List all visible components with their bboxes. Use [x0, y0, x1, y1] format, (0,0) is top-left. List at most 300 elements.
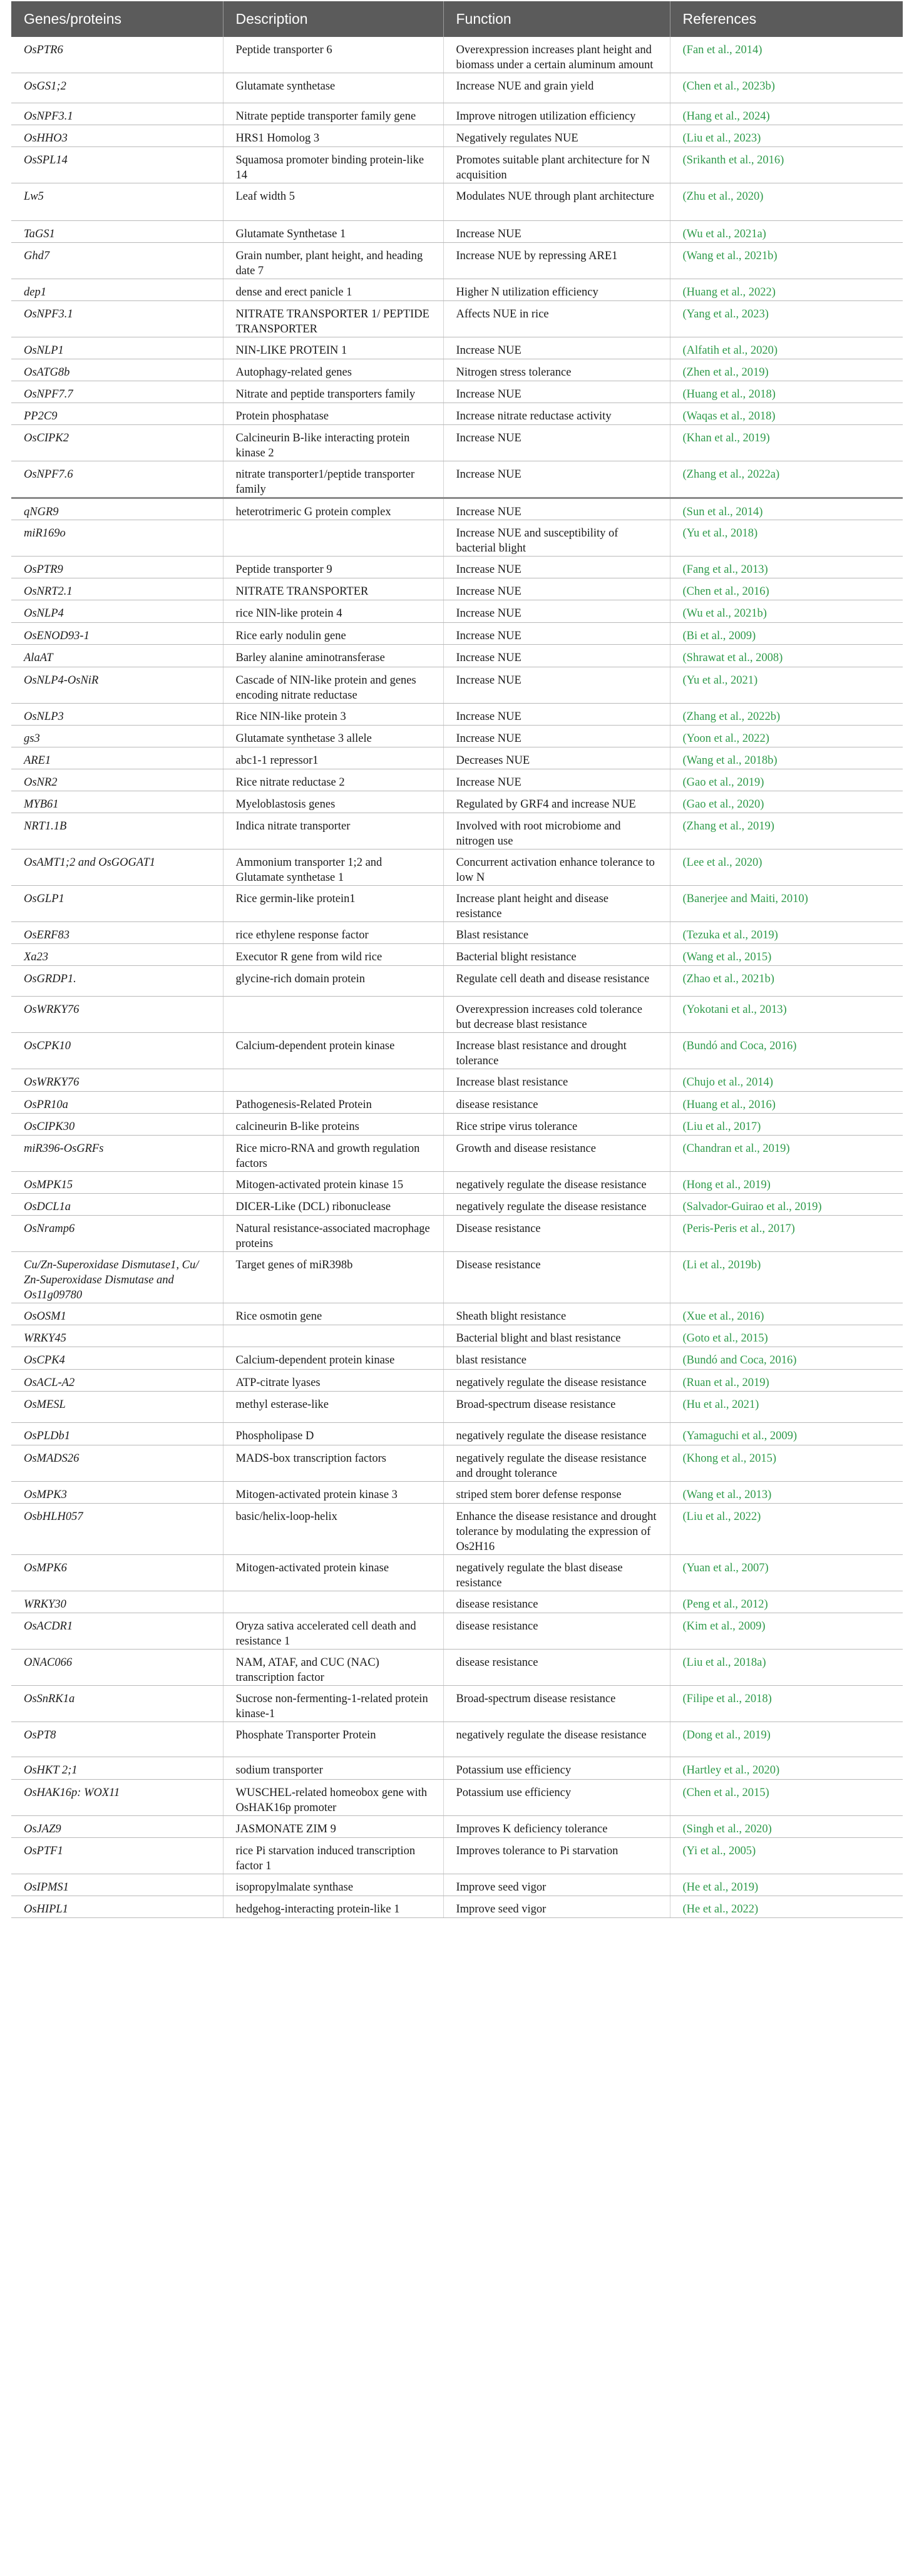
description-cell: dense and erect panicle 1	[223, 279, 443, 301]
function-cell: negatively regulate the blast disease resistance	[443, 1555, 670, 1591]
function-cell: Increase NUE	[443, 498, 670, 520]
gene-cell: qNGR9	[11, 498, 223, 520]
gene-cell: PP2C9	[11, 403, 223, 425]
reference-cell[interactable]: (Liu et al., 2022)	[670, 1504, 903, 1555]
reference-cell[interactable]: (Liu et al., 2018a)	[670, 1650, 903, 1686]
function-cell: Improve nitrogen utilization efficiency	[443, 103, 670, 125]
function-cell: Concurrent activation enhance tolerance to low N	[443, 849, 670, 886]
gene-cell: OsbHLH057	[11, 1504, 223, 1555]
reference-cell[interactable]: (Filipe et al., 2018)	[670, 1686, 903, 1722]
description-cell: Rice osmotin gene	[223, 1303, 443, 1325]
description-cell	[223, 1325, 443, 1347]
function-cell: disease resistance	[443, 1613, 670, 1650]
reference-cell[interactable]: (Hang et al., 2024)	[670, 103, 903, 125]
gene-cell: OsNR2	[11, 769, 223, 791]
function-cell: Increase NUE	[443, 337, 670, 359]
gene-cell: OsWRKY76	[11, 997, 223, 1033]
table-row	[11, 425, 903, 461]
gene-cell: OsPTR9	[11, 557, 223, 578]
table-row	[11, 103, 903, 125]
table-row	[11, 1423, 903, 1445]
reference-cell[interactable]: (Chen et al., 2023b)	[670, 73, 903, 103]
genes-table	[11, 1, 903, 1918]
reference-cell[interactable]: (Hartley et al., 2020)	[670, 1757, 903, 1780]
reference-cell[interactable]: (Liu et al., 2023)	[670, 125, 903, 147]
description-cell: Nitrate and peptide transporters family	[223, 381, 443, 403]
reference-cell[interactable]: (Zhen et al., 2019)	[670, 359, 903, 381]
function-cell: negatively regulate the disease resistance	[443, 1194, 670, 1216]
gene-cell: OsPT8	[11, 1722, 223, 1757]
description-cell: Target genes of miR398b	[223, 1252, 443, 1303]
description-cell: sodium transporter	[223, 1757, 443, 1780]
table-row	[11, 1555, 903, 1591]
table-row	[11, 1482, 903, 1504]
table-row	[11, 1504, 903, 1555]
function-cell: disease resistance	[443, 1092, 670, 1114]
description-cell: HRS1 Homolog 3	[223, 125, 443, 147]
function-cell: Bacterial blight and blast resistance	[443, 1325, 670, 1347]
table-body	[11, 37, 903, 1918]
description-cell: NITRATE TRANSPORTER	[223, 578, 443, 600]
reference-cell[interactable]: (Huang et al., 2016)	[670, 1092, 903, 1114]
table-row	[11, 557, 903, 578]
function-cell: Increase NUE and grain yield	[443, 73, 670, 103]
reference-cell[interactable]: (Huang et al., 2018)	[670, 381, 903, 403]
description-cell: Ammonium transporter 1;2 and Glutamate synthetase 1	[223, 849, 443, 886]
gene-cell: OsMPK6	[11, 1555, 223, 1591]
function-cell: Increase NUE	[443, 425, 670, 461]
description-cell	[223, 1591, 443, 1613]
gene-cell: OsNPF7.6	[11, 461, 223, 498]
table-row	[11, 1816, 903, 1838]
reference-cell[interactable]: (Singh et al., 2020)	[670, 1816, 903, 1838]
function-cell: Promotes suitable plant architecture for N acquisition	[443, 147, 670, 183]
description-cell: isopropylmalate synthase	[223, 1874, 443, 1896]
reference-cell[interactable]: (Banerjee and Maiti, 2010)	[670, 886, 903, 922]
gene-cell: OsNPF3.1	[11, 103, 223, 125]
function-cell: negatively regulate the disease resistance	[443, 1423, 670, 1445]
gene-cell: OsGRDP1.	[11, 966, 223, 997]
gene-cell: OsNLP4-OsNiR	[11, 667, 223, 704]
reference-cell[interactable]: (Peng et al., 2012)	[670, 1591, 903, 1613]
description-cell: Rice nitrate reductase 2	[223, 769, 443, 791]
description-cell: Mitogen-activated protein kinase 3	[223, 1482, 443, 1504]
header-references: References	[670, 1, 903, 37]
reference-cell[interactable]: (Li et al., 2019b)	[670, 1252, 903, 1303]
table-row	[11, 73, 903, 103]
function-cell: Overexpression increases plant height and biomass under a certain aluminum amount	[443, 37, 670, 73]
reference-cell[interactable]: (He et al., 2019)	[670, 1874, 903, 1896]
function-cell: Increase NUE	[443, 645, 670, 667]
reference-cell[interactable]: (Wu et al., 2021a)	[670, 221, 903, 243]
description-cell: Myeloblastosis genes	[223, 791, 443, 813]
reference-cell[interactable]: (Hong et al., 2019)	[670, 1172, 903, 1194]
table-row	[11, 1325, 903, 1347]
gene-cell: WRKY45	[11, 1325, 223, 1347]
function-cell: Growth and disease resistance	[443, 1136, 670, 1172]
reference-cell[interactable]: (Bi et al., 2009)	[670, 623, 903, 645]
table-row	[11, 1370, 903, 1392]
gene-cell: Xa23	[11, 944, 223, 966]
description-cell: nitrate transporter1/peptide transporter family	[223, 461, 443, 498]
gene-cell: OsSPL14	[11, 147, 223, 183]
reference-cell[interactable]: (Gao et al., 2019)	[670, 769, 903, 791]
gene-cell: OsDCL1a	[11, 1194, 223, 1216]
table-row	[11, 1252, 903, 1303]
function-cell: Overexpression increases cold tolerance but decrease blast resistance	[443, 997, 670, 1033]
function-cell: disease resistance	[443, 1591, 670, 1613]
reference-cell[interactable]: (Huang et al., 2022)	[670, 279, 903, 301]
reference-cell[interactable]: (Zhang et al., 2022b)	[670, 704, 903, 726]
function-cell: Increase NUE and susceptibility of bacterial blight	[443, 520, 670, 557]
reference-cell[interactable]: (Tezuka et al., 2019)	[670, 922, 903, 944]
description-cell: Autophagy-related genes	[223, 359, 443, 381]
reference-cell[interactable]: (Fan et al., 2014)	[670, 37, 903, 73]
description-cell: WUSCHEL-related homeobox gene with OsHAK16p promoter	[223, 1780, 443, 1816]
function-cell: Disease resistance	[443, 1216, 670, 1252]
function-cell: Regulated by GRF4 and increase NUE	[443, 791, 670, 813]
description-cell: rice ethylene response factor	[223, 922, 443, 944]
function-cell: Increase plant height and disease resistance	[443, 886, 670, 922]
description-cell: rice NIN-like protein 4	[223, 600, 443, 623]
gene-cell: OsNPF7.7	[11, 381, 223, 403]
description-cell: methyl esterase-like	[223, 1392, 443, 1423]
table-row	[11, 645, 903, 667]
gene-cell: OsPTF1	[11, 1838, 223, 1874]
gene-cell: OsHIPL1	[11, 1896, 223, 1918]
table-row	[11, 849, 903, 886]
reference-cell[interactable]: (Zhao et al., 2021b)	[670, 966, 903, 997]
gene-cell: Lw5	[11, 183, 223, 221]
reference-cell[interactable]: (Khan et al., 2019)	[670, 425, 903, 461]
table-row	[11, 183, 903, 221]
table-row	[11, 520, 903, 557]
table-row	[11, 1194, 903, 1216]
reference-cell[interactable]: (Wu et al., 2021b)	[670, 600, 903, 623]
description-cell	[223, 997, 443, 1033]
table-row	[11, 726, 903, 747]
description-cell: Barley alanine aminotransferase	[223, 645, 443, 667]
gene-cell: OsNPF3.1	[11, 301, 223, 337]
gene-cell: OsAMT1;2 and OsGOGAT1	[11, 849, 223, 886]
description-cell: MADS-box transcription factors	[223, 1445, 443, 1482]
header-description: Description	[223, 1, 443, 37]
table-row	[11, 125, 903, 147]
table-row	[11, 1591, 903, 1613]
reference-cell[interactable]: (Waqas et al., 2018)	[670, 403, 903, 425]
gene-cell: NRT1.1B	[11, 813, 223, 849]
reference-cell[interactable]: (Yoon et al., 2022)	[670, 726, 903, 747]
description-cell: ATP-citrate lyases	[223, 1370, 443, 1392]
table-row	[11, 791, 903, 813]
function-cell: Potassium use efficiency	[443, 1780, 670, 1816]
description-cell: Phospholipase D	[223, 1423, 443, 1445]
function-cell: Increase NUE by repressing ARE1	[443, 243, 670, 279]
description-cell: hedgehog-interacting protein-like 1	[223, 1896, 443, 1918]
function-cell: Potassium use efficiency	[443, 1757, 670, 1780]
reference-cell[interactable]: (Chen et al., 2015)	[670, 1780, 903, 1816]
gene-cell: miR396-OsGRFs	[11, 1136, 223, 1172]
reference-cell[interactable]: (Bundó and Coca, 2016)	[670, 1033, 903, 1069]
gene-cell: TaGS1	[11, 221, 223, 243]
reference-cell[interactable]: (Sun et al., 2014)	[670, 498, 903, 520]
reference-cell[interactable]: (Zhu et al., 2020)	[670, 183, 903, 221]
gene-cell: AlaAT	[11, 645, 223, 667]
reference-cell[interactable]: (Srikanth et al., 2016)	[670, 147, 903, 183]
table-row	[11, 1780, 903, 1816]
description-cell: NITRATE TRANSPORTER 1/ PEPTIDE TRANSPORTER	[223, 301, 443, 337]
function-cell: Sheath blight resistance	[443, 1303, 670, 1325]
gene-cell: OsMESL	[11, 1392, 223, 1423]
gene-cell: dep1	[11, 279, 223, 301]
reference-cell[interactable]: (Yokotani et al., 2013)	[670, 997, 903, 1033]
table-row	[11, 461, 903, 498]
gene-cell: OsWRKY76	[11, 1069, 223, 1092]
description-cell	[223, 520, 443, 557]
table-row	[11, 944, 903, 966]
table-row	[11, 359, 903, 381]
reference-cell[interactable]: (Salvador-Guirao et al., 2019)	[670, 1194, 903, 1216]
reference-cell[interactable]: (Yang et al., 2023)	[670, 301, 903, 337]
reference-cell[interactable]: (Lee et al., 2020)	[670, 849, 903, 886]
description-cell: Pathogenesis-Related Protein	[223, 1092, 443, 1114]
gene-cell: OsPR10a	[11, 1092, 223, 1114]
reference-cell[interactable]: (Shrawat et al., 2008)	[670, 645, 903, 667]
reference-cell[interactable]: (Chujo et al., 2014)	[670, 1069, 903, 1092]
function-cell: Nitrogen stress tolerance	[443, 359, 670, 381]
reference-cell[interactable]: (Gao et al., 2020)	[670, 791, 903, 813]
table-row	[11, 37, 903, 73]
gene-cell: OsOSM1	[11, 1303, 223, 1325]
table-row	[11, 600, 903, 623]
gene-cell: gs3	[11, 726, 223, 747]
reference-cell[interactable]: (Yamaguchi et al., 2009)	[670, 1423, 903, 1445]
gene-cell: OsIPMS1	[11, 1874, 223, 1896]
function-cell: Increase NUE	[443, 221, 670, 243]
gene-cell: OsHKT 2;1	[11, 1757, 223, 1780]
description-cell: glycine-rich domain protein	[223, 966, 443, 997]
table-row	[11, 381, 903, 403]
gene-cell: OsACDR1	[11, 1613, 223, 1650]
table-row	[11, 1114, 903, 1136]
table-row	[11, 221, 903, 243]
description-cell: Leaf width 5	[223, 183, 443, 221]
table-row	[11, 1092, 903, 1114]
reference-cell[interactable]: (Liu et al., 2017)	[670, 1114, 903, 1136]
description-cell: Sucrose non-fermenting-1-related protein kinase-1	[223, 1686, 443, 1722]
description-cell: Squamosa promoter binding protein-like 14	[223, 147, 443, 183]
table-row	[11, 1686, 903, 1722]
description-cell: Glutamate synthetase 3 allele	[223, 726, 443, 747]
gene-cell: Ghd7	[11, 243, 223, 279]
table-row	[11, 1033, 903, 1069]
description-cell: Glutamate Synthetase 1	[223, 221, 443, 243]
function-cell: Increase NUE	[443, 557, 670, 578]
function-cell: Regulate cell death and disease resistance	[443, 966, 670, 997]
gene-cell: OsCIPK2	[11, 425, 223, 461]
reference-cell[interactable]: (Yuan et al., 2007)	[670, 1555, 903, 1591]
table-row	[11, 1392, 903, 1423]
gene-cell: OsPTR6	[11, 37, 223, 73]
function-cell: Increase NUE	[443, 726, 670, 747]
table-row	[11, 623, 903, 645]
gene-cell: Cu/Zn-Superoxidase Dismutase1, Cu/ Zn-Superoxidase Dismutase and Os11g09780	[11, 1252, 223, 1303]
function-cell: negatively regulate the disease resistance	[443, 1172, 670, 1194]
description-cell: Rice early nodulin gene	[223, 623, 443, 645]
description-cell: calcineurin B-like proteins	[223, 1114, 443, 1136]
table-row	[11, 1722, 903, 1757]
gene-cell: OsSnRK1a	[11, 1686, 223, 1722]
function-cell: Improves K deficiency tolerance	[443, 1816, 670, 1838]
gene-cell: OsJAZ9	[11, 1816, 223, 1838]
table-container	[11, 1, 903, 1918]
gene-cell: OsPLDb1	[11, 1423, 223, 1445]
reference-cell[interactable]: (Wang et al., 2018b)	[670, 747, 903, 769]
table-row	[11, 1136, 903, 1172]
function-cell: Negatively regulates NUE	[443, 125, 670, 147]
table-row	[11, 1613, 903, 1650]
reference-cell[interactable]: (Yu et al., 2021)	[670, 667, 903, 704]
table-row	[11, 578, 903, 600]
table-row	[11, 667, 903, 704]
reference-cell[interactable]: (Wang et al., 2013)	[670, 1482, 903, 1504]
table-row	[11, 301, 903, 337]
reference-cell[interactable]: (Zhang et al., 2022a)	[670, 461, 903, 498]
function-cell: Affects NUE in rice	[443, 301, 670, 337]
description-cell: Calcium-dependent protein kinase	[223, 1347, 443, 1370]
description-cell: NIN-LIKE PROTEIN 1	[223, 337, 443, 359]
reference-cell[interactable]: (Peris-Peris et al., 2017)	[670, 1216, 903, 1252]
gene-cell: OsHHO3	[11, 125, 223, 147]
header-function: Function	[443, 1, 670, 37]
function-cell: Increase NUE	[443, 769, 670, 791]
table-row	[11, 498, 903, 520]
function-cell: Improve seed vigor	[443, 1874, 670, 1896]
description-cell: basic/helix-loop-helix	[223, 1504, 443, 1555]
function-cell: Decreases NUE	[443, 747, 670, 769]
function-cell: Broad-spectrum disease resistance	[443, 1392, 670, 1423]
description-cell: Phosphate Transporter Protein	[223, 1722, 443, 1757]
reference-cell[interactable]: (Yi et al., 2005)	[670, 1838, 903, 1874]
reference-cell[interactable]: (Wang et al., 2021b)	[670, 243, 903, 279]
gene-cell: OsNLP4	[11, 600, 223, 623]
reference-cell[interactable]: (Hu et al., 2021)	[670, 1392, 903, 1423]
table-row	[11, 1069, 903, 1092]
function-cell: Involved with root microbiome and nitrogen use	[443, 813, 670, 849]
gene-cell: OsNLP3	[11, 704, 223, 726]
function-cell: Higher N utilization efficiency	[443, 279, 670, 301]
table-row	[11, 966, 903, 997]
function-cell: Increase nitrate reductase activity	[443, 403, 670, 425]
table-row	[11, 922, 903, 944]
reference-cell[interactable]: (Goto et al., 2015)	[670, 1325, 903, 1347]
reference-cell[interactable]: (Xue et al., 2016)	[670, 1303, 903, 1325]
gene-cell: OsMPK15	[11, 1172, 223, 1194]
table-row	[11, 1838, 903, 1874]
gene-cell: OsMPK3	[11, 1482, 223, 1504]
description-cell: Indica nitrate transporter	[223, 813, 443, 849]
table-row	[11, 337, 903, 359]
function-cell: Increase NUE	[443, 704, 670, 726]
reference-cell[interactable]: (Ruan et al., 2019)	[670, 1370, 903, 1392]
reference-cell[interactable]: (Yu et al., 2018)	[670, 520, 903, 557]
gene-cell: OsATG8b	[11, 359, 223, 381]
function-cell: Disease resistance	[443, 1252, 670, 1303]
reference-cell[interactable]: (Khong et al., 2015)	[670, 1445, 903, 1482]
function-cell: negatively regulate the disease resistance	[443, 1722, 670, 1757]
gene-cell: OsCPK4	[11, 1347, 223, 1370]
table-row	[11, 1874, 903, 1896]
gene-cell: MYB61	[11, 791, 223, 813]
table-row	[11, 1303, 903, 1325]
description-cell: abc1-1 repressor1	[223, 747, 443, 769]
function-cell: Increase NUE	[443, 381, 670, 403]
description-cell: Executor R gene from wild rice	[223, 944, 443, 966]
function-cell: Blast resistance	[443, 922, 670, 944]
description-cell: heterotrimeric G protein complex	[223, 498, 443, 520]
description-cell: Glutamate synthetase	[223, 73, 443, 103]
function-cell: Increase NUE	[443, 578, 670, 600]
gene-cell: ONAC066	[11, 1650, 223, 1686]
table-row	[11, 403, 903, 425]
description-cell	[223, 1069, 443, 1092]
table-row	[11, 704, 903, 726]
description-cell: Mitogen-activated protein kinase	[223, 1555, 443, 1591]
description-cell: rice Pi starvation induced transcription factor 1	[223, 1838, 443, 1874]
table-row	[11, 1216, 903, 1252]
table-row	[11, 769, 903, 791]
gene-cell: OsNRT2.1	[11, 578, 223, 600]
table-row	[11, 1757, 903, 1780]
reference-cell[interactable]: (He et al., 2022)	[670, 1896, 903, 1918]
reference-cell[interactable]: (Chen et al., 2016)	[670, 578, 903, 600]
reference-cell[interactable]: (Chandran et al., 2019)	[670, 1136, 903, 1172]
function-cell: Improves tolerance to Pi starvation	[443, 1838, 670, 1874]
reference-cell[interactable]: (Dong et al., 2019)	[670, 1722, 903, 1757]
function-cell: Increase NUE	[443, 461, 670, 498]
function-cell: Increase blast resistance	[443, 1069, 670, 1092]
reference-cell[interactable]: (Zhang et al., 2019)	[670, 813, 903, 849]
gene-cell: OsNLP1	[11, 337, 223, 359]
function-cell: Increase NUE	[443, 623, 670, 645]
description-cell: Rice germin-like protein1	[223, 886, 443, 922]
header-genes: Genes/proteins	[11, 1, 223, 37]
reference-cell[interactable]: (Bundó and Coca, 2016)	[670, 1347, 903, 1370]
gene-cell: WRKY30	[11, 1591, 223, 1613]
description-cell: Calcineurin B-like interacting protein kinase 2	[223, 425, 443, 461]
gene-cell: OsGLP1	[11, 886, 223, 922]
description-cell: Nitrate peptide transporter family gene	[223, 103, 443, 125]
gene-cell: OsCPK10	[11, 1033, 223, 1069]
gene-cell: OsENOD93-1	[11, 623, 223, 645]
description-cell: Calcium-dependent protein kinase	[223, 1033, 443, 1069]
reference-cell[interactable]: (Fang et al., 2013)	[670, 557, 903, 578]
description-cell: Rice NIN-like protein 3	[223, 704, 443, 726]
reference-cell[interactable]: (Kim et al., 2009)	[670, 1613, 903, 1650]
table-row	[11, 279, 903, 301]
function-cell: Increase NUE	[443, 600, 670, 623]
function-cell: negatively regulate the disease resistance and drought tolerance	[443, 1445, 670, 1482]
table-row	[11, 747, 903, 769]
reference-cell[interactable]: (Alfatih et al., 2020)	[670, 337, 903, 359]
function-cell: Modulates NUE through plant architecture	[443, 183, 670, 221]
reference-cell[interactable]: (Wang et al., 2015)	[670, 944, 903, 966]
gene-cell: OsMADS26	[11, 1445, 223, 1482]
table-header	[11, 1, 903, 37]
table-row	[11, 813, 903, 849]
gene-cell: OsCIPK30	[11, 1114, 223, 1136]
table-row	[11, 1172, 903, 1194]
